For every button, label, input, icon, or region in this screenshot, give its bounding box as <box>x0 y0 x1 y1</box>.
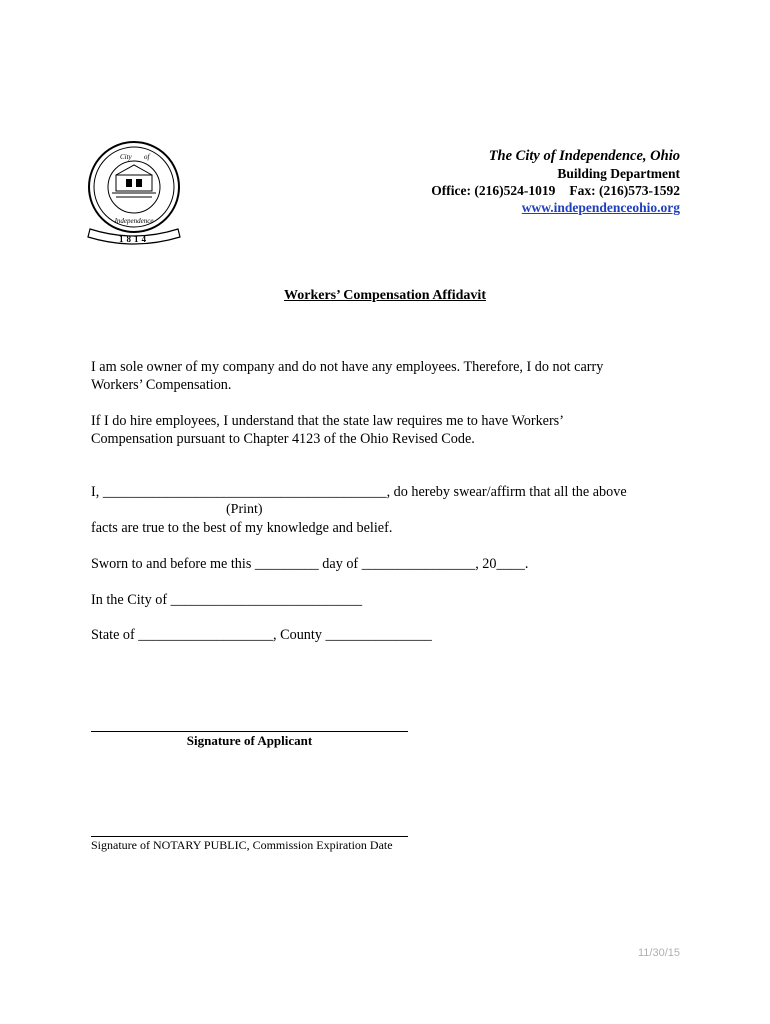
seal-text-of: of <box>144 153 150 161</box>
seal-text-city: City <box>120 153 132 161</box>
swear-line: I, ________________________________________, do hereby swear/affirm that all the above <box>91 484 627 500</box>
notary-signature-label: Signature of NOTARY PUBLIC, Commission Expiration Date <box>91 838 393 852</box>
fax-number: Fax: (216)573-1592 <box>569 183 680 198</box>
city-seal-logo <box>86 139 182 249</box>
city-line: In the City of ___________________________ <box>91 592 363 608</box>
facts-true-line: facts are true to the best of my knowledge and belief. <box>91 520 393 536</box>
letterhead <box>431 148 680 216</box>
revision-date: 11/30/15 <box>637 947 680 959</box>
city-name: The City of Independence, Ohio <box>488 148 680 164</box>
applicant-signature-label: Signature of Applicant <box>186 733 313 748</box>
sworn-line: Sworn to and before me this _________ day of ________________, 20____. <box>91 556 529 572</box>
contact-line <box>431 182 680 199</box>
paragraph-sole-owner: I am sole owner of my company and do not have any employees. Therefore, I do not carry Workers’ Compensation. <box>91 359 604 393</box>
department-name: Building Department <box>557 166 680 181</box>
state-county-line: State of ___________________, County _______________ <box>91 627 432 643</box>
seal-year: 1814 <box>119 234 149 244</box>
print-label: (Print) <box>226 502 263 517</box>
seal-text-independence: Independence <box>114 217 154 225</box>
paragraph-hire-employees: If I do hire employees, I understand that the state law requires me to have Workers’ Compensation pursuant to Chapter 4123 of the Ohio Revised Code. <box>91 413 563 447</box>
website-link[interactable]: www.independenceohio.org <box>521 200 680 215</box>
applicant-signature-line <box>91 731 408 732</box>
document-title: Workers’ Compensation Affidavit <box>284 288 486 303</box>
notary-signature-line <box>91 836 408 837</box>
office-phone: Office: (216)524-1019 <box>431 183 556 198</box>
